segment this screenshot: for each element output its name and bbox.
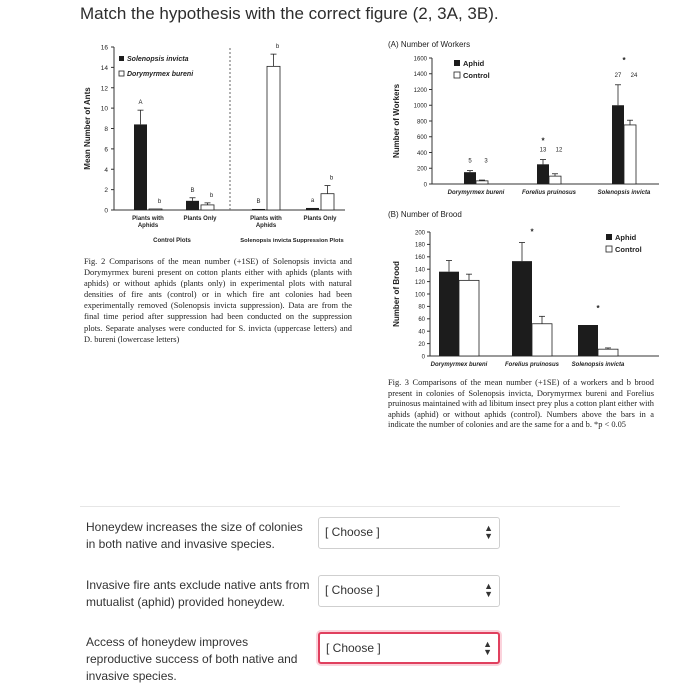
legend-swatch-aphid (606, 234, 612, 240)
up-down-caret-icon: ▲ ▼ (483, 639, 492, 657)
match-row (78, 632, 618, 683)
y-tick-label: 80 (418, 304, 425, 311)
legend-label: Aphid (615, 233, 637, 242)
bar-solenopsis (306, 208, 319, 210)
category-label: Dorymyrmex bureni (447, 190, 505, 196)
group-label: Aphids (137, 223, 159, 229)
significance-letter: b (329, 175, 334, 182)
fig2-chart (80, 40, 360, 255)
y-tick-label: 2 (104, 187, 108, 195)
figure-select[interactable] (318, 575, 500, 607)
y-tick-label: 160 (414, 255, 425, 262)
bar-aphid (578, 325, 598, 356)
bar-aphid (439, 272, 459, 356)
bar-control (532, 324, 552, 356)
y-tick-label: 20 (418, 341, 425, 348)
legend-label: Solenopsis invicta (127, 56, 189, 63)
colony-count-label: 5 (468, 158, 472, 165)
hypothesis-text: Honeydew increases the size of colonies in both native and invasive species. (86, 520, 303, 551)
colony-count-label: 13 (539, 147, 547, 154)
legend-label: Dorymyrmex bureni (127, 71, 194, 78)
y-tick-label: 800 (416, 119, 427, 126)
legend-swatch-dorymyrmex (119, 71, 124, 76)
significance-letter: b (209, 192, 214, 199)
bar-control (476, 181, 488, 184)
y-tick-label: 14 (100, 64, 108, 72)
select-value: [ Choose ] (325, 583, 380, 597)
y-tick-label: 600 (416, 135, 427, 142)
hypothesis-text: Invasive fire ants exclude native ants from mutualist (aphid) provided honeydew. (86, 578, 310, 609)
bar-control (459, 280, 479, 356)
group-label: Plants Only (303, 216, 337, 222)
significance-letter: b (275, 44, 280, 51)
legend-label: Control (463, 71, 490, 80)
fig3a-chart (384, 36, 664, 201)
legend-swatch-control (454, 72, 460, 78)
bar-control (624, 125, 636, 184)
figure-3a (384, 36, 664, 201)
y-axis-label: Number of Workers (392, 83, 401, 159)
significance-letter: A (138, 100, 143, 107)
category-label: Solenopsis invicta (571, 362, 625, 368)
figure-2 (80, 40, 360, 255)
significance-letter: B (256, 198, 261, 205)
bar-solenopsis (186, 201, 199, 210)
y-axis-label: Mean Number of Ants (83, 87, 92, 170)
y-tick-label: 400 (416, 150, 427, 157)
bar-control (598, 349, 618, 356)
section-label: Solenopsis invicta Suppression Plots (240, 238, 344, 244)
significance-star: * (622, 55, 626, 65)
bar-aphid (464, 172, 476, 184)
up-down-caret-icon: ▲ ▼ (484, 581, 493, 599)
match-row (78, 517, 618, 557)
legend-label: Control (615, 245, 642, 254)
bar-dorymyrmex (201, 205, 214, 210)
y-tick-label: 60 (418, 317, 425, 324)
colony-count-label: 3 (484, 158, 488, 165)
bar-aphid (537, 164, 549, 184)
legend-swatch-control (606, 246, 612, 252)
y-tick-label: 0 (104, 207, 108, 215)
panel-title: (B) Number of Brood (388, 210, 462, 219)
group-label: Plants with (250, 216, 282, 222)
figure-3b (384, 206, 664, 376)
fig3b-chart (384, 206, 664, 376)
colony-count-label: 12 (555, 147, 563, 154)
significance-star: * (596, 304, 600, 313)
select-value: [ Choose ] (325, 525, 380, 539)
y-tick-label: 12 (100, 85, 108, 93)
bar-dorymyrmex (149, 209, 162, 210)
bar-solenopsis (134, 124, 147, 210)
category-label: Forelius pruinosus (504, 362, 560, 368)
figure-select[interactable] (318, 632, 500, 664)
figure-select[interactable] (318, 517, 500, 549)
y-tick-label: 120 (414, 279, 425, 286)
y-tick-label: 1200 (413, 87, 427, 94)
y-tick-label: 140 (414, 267, 425, 274)
match-row (78, 575, 618, 615)
y-tick-label: 0 (423, 182, 427, 189)
group-label: Plants with (132, 216, 164, 222)
group-label: Plants Only (183, 216, 217, 222)
select-value: [ Choose ] (326, 641, 381, 655)
y-tick-label: 200 (416, 166, 427, 173)
significance-letter: B (190, 187, 195, 194)
y-tick-label: 40 (418, 329, 425, 336)
y-tick-label: 1000 (413, 103, 427, 110)
y-tick-label: 1600 (413, 56, 427, 63)
up-down-caret-icon: ▲ ▼ (484, 523, 493, 541)
legend-swatch-aphid (454, 60, 460, 66)
y-tick-label: 180 (414, 242, 425, 249)
y-tick-label: 100 (414, 292, 425, 299)
y-tick-label: 6 (104, 146, 108, 154)
bar-control (549, 176, 561, 184)
y-tick-label: 16 (100, 44, 108, 52)
significance-letter: a (310, 197, 315, 204)
y-tick-label: 200 (414, 230, 425, 237)
y-tick-label: 8 (104, 126, 108, 133)
bar-aphid (612, 105, 624, 184)
group-label: Aphids (255, 223, 277, 229)
divider (80, 506, 620, 507)
significance-star: * (530, 227, 534, 237)
panel-title: (A) Number of Workers (388, 40, 471, 49)
y-tick-label: 0 (421, 354, 425, 361)
question-title: Match the hypothesis with the correct figure (2, 3A, 3B). (80, 4, 499, 23)
significance-star: * (541, 136, 545, 146)
colony-count-label: 24 (630, 72, 638, 79)
section-label: Control Plots (153, 238, 191, 244)
fig3-caption: Fig. 3 Comparisons of the mean number (+1SE) of a workers and b brood present in colonies of Solenopsis invicta, Dorymyrmex bureni and Forelius pruinosus maintained with ad libitum insect prey plus a cotton plant either with aphids (aphid) or without aphids (control). Numbers above the bars in a indicate the number of colonies and are the same for a and b. *p < 0.05 (388, 378, 654, 430)
category-label: Dorymyrmex bureni (430, 362, 488, 368)
y-tick-label: 10 (100, 105, 108, 113)
legend-label: Aphid (463, 59, 485, 68)
bar-aphid (512, 261, 532, 356)
legend-swatch-solenopsis (119, 56, 124, 61)
bar-dorymyrmex (321, 194, 334, 210)
category-label: Forelius pruinosus (521, 190, 577, 196)
colony-count-label: 27 (614, 72, 622, 79)
y-tick-label: 4 (104, 166, 108, 174)
y-tick-label: 1400 (413, 72, 427, 79)
category-label: Solenopsis invicta (597, 190, 651, 196)
bar-solenopsis (252, 209, 265, 210)
hypothesis-text: Access of honeydew improves reproductive success of both native and invasive species. (86, 635, 298, 683)
fig2-caption: Fig. 2 Comparisons of the mean number (+1SE) of Solenopsis invicta and Dorymyrmex bureni present on cotton plants either with aphids (plants with aphids) or without aphids (plants only) in experimental plots with natural densities of fire ants (control) or in which fire ant colonies had been experimentally removed (Solenopsis invicta suppression). Data are from the final time period after suppression had been conducted on the suppression plots. Separate analyses were conducted for S. invicta (uppercase letters) and D. bureni (lowercase letters) (84, 257, 352, 344)
y-axis-label: Number of Brood (392, 261, 401, 327)
significance-letter: b (157, 198, 162, 205)
bar-dorymyrmex (267, 66, 280, 210)
